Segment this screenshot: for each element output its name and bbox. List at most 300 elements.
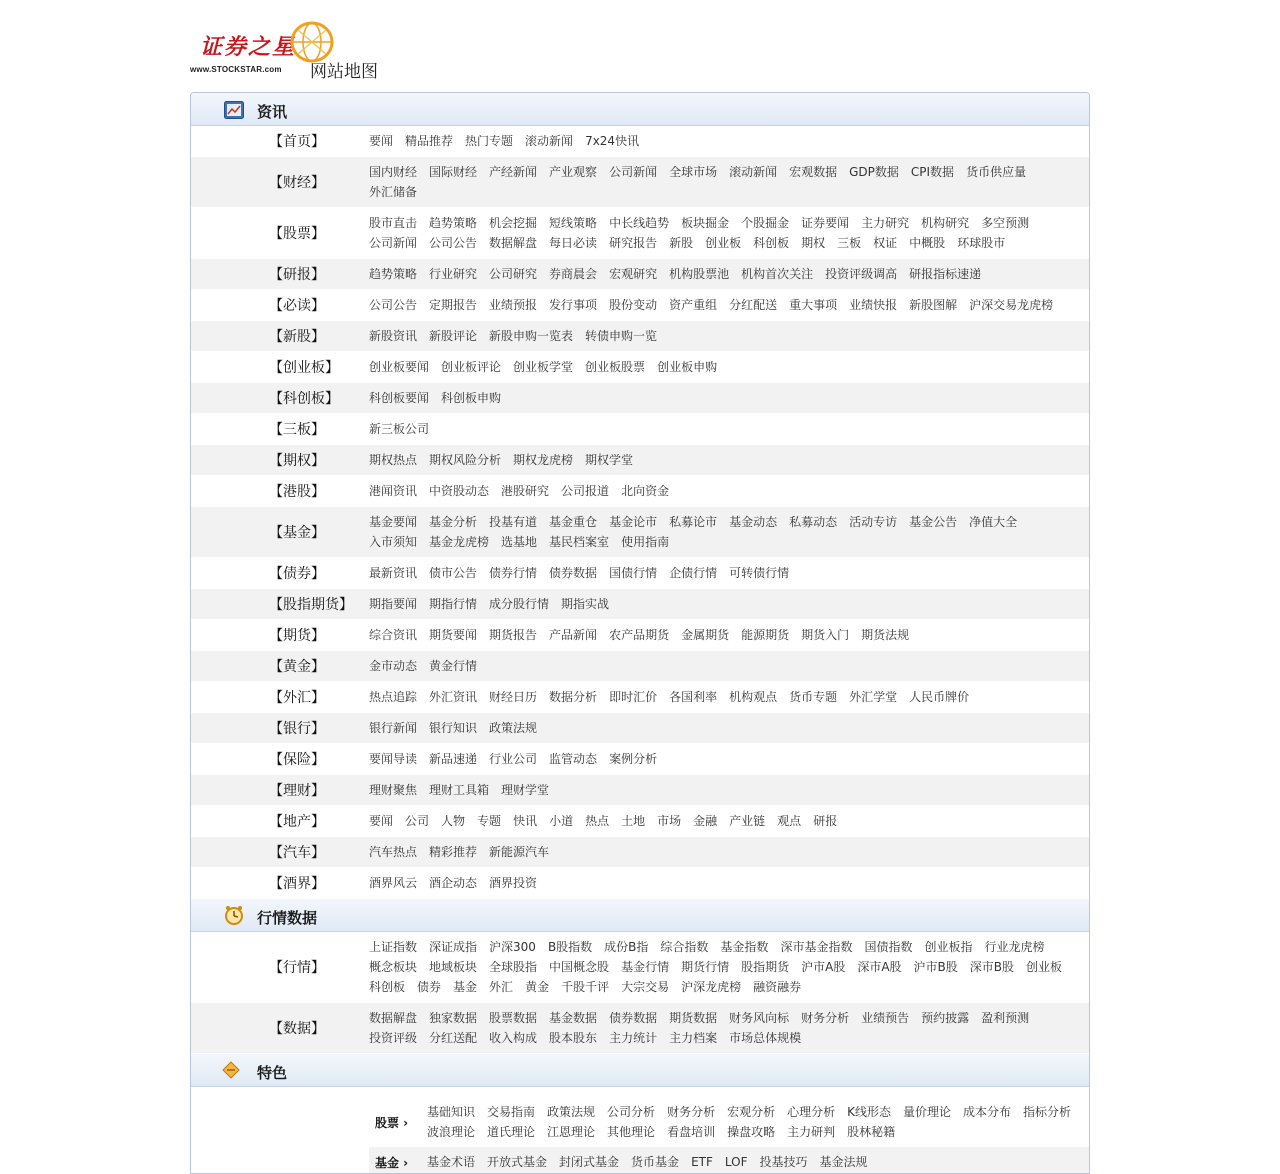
sitemap-link[interactable]: 分红配送 xyxy=(729,298,778,312)
sitemap-link[interactable]: 主力档案 xyxy=(669,1031,718,1045)
sitemap-row xyxy=(191,208,1089,259)
sitemap-row xyxy=(191,682,1089,713)
sitemap-row xyxy=(191,321,1089,352)
featured-link[interactable]: 道氏理论 xyxy=(487,1125,536,1139)
sitemap-link[interactable]: 成份B指 xyxy=(604,940,649,954)
sitemap-link[interactable]: 期权龙虎榜 xyxy=(513,453,574,467)
sitemap-row xyxy=(191,157,1089,208)
category-label: 【期货】 xyxy=(269,628,325,644)
category-label: 【新股】 xyxy=(269,329,325,345)
sitemap-link[interactable]: 基金 xyxy=(453,980,478,994)
sitemap-row xyxy=(191,414,1089,445)
featured-link[interactable]: 其他理论 xyxy=(607,1125,656,1139)
category-links xyxy=(369,620,1089,650)
sitemap-link[interactable]: 基金动态 xyxy=(729,515,778,529)
featured-link[interactable]: LOF xyxy=(724,1155,748,1169)
category-label: 【外汇】 xyxy=(269,690,325,706)
sitemap-link[interactable]: 外汇 xyxy=(489,980,514,994)
sitemap-link[interactable]: 三板 xyxy=(837,236,862,250)
sitemap-link[interactable]: 选基地 xyxy=(501,535,538,549)
featured-link[interactable]: 主力研判 xyxy=(787,1125,836,1139)
sitemap-link[interactable]: 要闻 xyxy=(369,134,394,148)
featured-link[interactable]: 操盘攻略 xyxy=(727,1125,776,1139)
category-label: 【财经】 xyxy=(269,175,325,191)
sitemap-link[interactable]: 新能源汽车 xyxy=(489,845,550,859)
sitemap-link[interactable]: 汽车热点 xyxy=(369,845,418,859)
featured-link[interactable]: 江恩理论 xyxy=(547,1125,596,1139)
sitemap-link[interactable]: 酒界风云 xyxy=(369,876,418,890)
sitemap-link[interactable]: 监管动态 xyxy=(549,752,598,766)
featured-link[interactable]: 交易指南 xyxy=(487,1105,536,1119)
sitemap-link[interactable]: 创业板 xyxy=(705,236,742,250)
sitemap-link[interactable]: 热点 xyxy=(585,814,610,828)
sitemap-link[interactable]: 货币供应量 xyxy=(966,165,1027,179)
sitemap-link[interactable]: 综合指数 xyxy=(660,940,709,954)
sitemap-link[interactable]: 北向资金 xyxy=(621,484,670,498)
sitemap-link[interactable]: 即时汇价 xyxy=(609,690,658,704)
sitemap-link[interactable]: 机构研究 xyxy=(921,216,970,230)
sitemap-link[interactable]: 外汇储备 xyxy=(369,185,418,199)
sitemap-link[interactable]: 研究报告 xyxy=(609,236,658,250)
sitemap-link[interactable]: 金属期货 xyxy=(681,628,730,642)
sitemap-link[interactable]: 入市须知 xyxy=(369,535,418,549)
category-links xyxy=(369,837,1089,867)
sitemap-link[interactable]: 环球股市 xyxy=(957,236,1006,250)
sitemap-link[interactable]: 新股 xyxy=(669,236,694,250)
sitemap-link[interactable]: 国际财经 xyxy=(429,165,478,179)
sitemap-link[interactable]: 中长线趋势 xyxy=(609,216,670,230)
sitemap-link[interactable]: 基金龙虎榜 xyxy=(429,535,490,549)
featured-link[interactable]: 基金法规 xyxy=(819,1155,868,1169)
sitemap-link[interactable]: 新股申购一览表 xyxy=(489,329,574,343)
sitemap-link[interactable]: 研报指标速递 xyxy=(909,267,982,281)
featured-category-label: 股票 › xyxy=(375,1115,409,1130)
sitemap-link[interactable]: 机会挖掘 xyxy=(489,216,538,230)
featured-link[interactable]: 看盘培训 xyxy=(667,1125,716,1139)
sitemap-link[interactable]: 案例分析 xyxy=(609,752,658,766)
featured-link[interactable]: 股林秘籍 xyxy=(847,1125,896,1139)
category-links xyxy=(369,259,1089,289)
sitemap-link[interactable]: 新品速递 xyxy=(429,752,478,766)
sitemap-link[interactable]: 基金重仓 xyxy=(549,515,598,529)
sitemap-link[interactable]: 行业龙虎榜 xyxy=(984,940,1045,954)
category-label: 【数据】 xyxy=(269,1021,325,1037)
sitemap-link[interactable]: 机构股票池 xyxy=(669,267,730,281)
sitemap-link[interactable]: 要闻导读 xyxy=(369,752,418,766)
sitemap-link[interactable]: 短线策略 xyxy=(549,216,598,230)
sitemap-link[interactable]: 港闻资讯 xyxy=(369,484,418,498)
featured-link[interactable]: 波浪理论 xyxy=(427,1125,476,1139)
category-links xyxy=(369,383,1089,413)
sitemap-row xyxy=(191,259,1089,290)
category-links xyxy=(369,352,1089,382)
sitemap-link[interactable]: 预约披露 xyxy=(921,1011,970,1025)
sitemap-link[interactable]: 公司研究 xyxy=(489,267,538,281)
sitemap-link[interactable]: 公司公告 xyxy=(369,298,418,312)
sitemap-link[interactable]: 全球市场 xyxy=(669,165,718,179)
sitemap-link[interactable]: 板块掘金 xyxy=(681,216,730,230)
sitemap-link[interactable]: 公司新闻 xyxy=(609,165,658,179)
sitemap-link[interactable]: 产业观察 xyxy=(549,165,598,179)
sitemap-link[interactable]: 新股图解 xyxy=(909,298,958,312)
sitemap-link[interactable]: 数据分析 xyxy=(549,690,598,704)
sitemap-link[interactable]: 理财聚焦 xyxy=(369,783,418,797)
sitemap-link[interactable]: 基金要闻 xyxy=(369,515,418,529)
sitemap-link[interactable]: 企债行情 xyxy=(669,566,718,580)
category-label: 【期权】 xyxy=(269,453,325,469)
featured-link[interactable]: 投基技巧 xyxy=(759,1155,808,1169)
sitemap-link[interactable]: 多空预测 xyxy=(981,216,1030,230)
sitemap-link[interactable]: 最新资讯 xyxy=(369,566,418,580)
featured-rows xyxy=(191,1087,1089,1174)
category-label: 【三板】 xyxy=(269,422,325,438)
sitemap-link[interactable]: 分红送配 xyxy=(429,1031,478,1045)
sitemap-link[interactable]: 股本股东 xyxy=(549,1031,598,1045)
sitemap-link[interactable]: 新股资讯 xyxy=(369,329,418,343)
sitemap-link[interactable]: 宏观研究 xyxy=(609,267,658,281)
sitemap-link[interactable]: 财务风向标 xyxy=(729,1011,790,1025)
sitemap-row xyxy=(191,476,1089,507)
sitemap-link[interactable]: 沪市A股 xyxy=(801,960,846,974)
sitemap-link[interactable]: 公司新闻 xyxy=(369,236,418,250)
sitemap-link[interactable]: 业绩预告 xyxy=(861,1011,910,1025)
sitemap-link[interactable]: 业绩快报 xyxy=(849,298,898,312)
sitemap-link[interactable]: 净值大全 xyxy=(969,515,1018,529)
sitemap-link[interactable]: 期货要闻 xyxy=(429,628,478,642)
sitemap-link[interactable]: 大宗交易 xyxy=(621,980,670,994)
sitemap-link[interactable]: 科创板 xyxy=(369,980,406,994)
sitemap-link[interactable]: 银行新闻 xyxy=(369,721,418,735)
sitemap-link[interactable]: 创业板 xyxy=(1026,960,1063,974)
sitemap-link[interactable]: 期货报告 xyxy=(489,628,538,642)
sitemap-link[interactable]: 重大事项 xyxy=(789,298,838,312)
sitemap-link[interactable]: 基金公告 xyxy=(909,515,958,529)
sitemap-link[interactable]: 创业板要闻 xyxy=(369,360,430,374)
sitemap-link[interactable]: 债券数据 xyxy=(609,1011,658,1025)
sitemap-row xyxy=(191,620,1089,651)
sitemap-link[interactable]: 精彩推荐 xyxy=(429,845,478,859)
sitemap-link[interactable]: 创业板指 xyxy=(924,940,973,954)
featured-link[interactable]: 心理分析 xyxy=(787,1105,836,1119)
sitemap-link[interactable]: 资产重组 xyxy=(669,298,718,312)
sitemap-link[interactable]: 行业研究 xyxy=(429,267,478,281)
sitemap-link[interactable]: 产经新闻 xyxy=(489,165,538,179)
sitemap-link[interactable]: 使用指南 xyxy=(621,535,670,549)
alarm-clock-icon xyxy=(224,905,244,925)
category-links xyxy=(369,682,1089,712)
sitemap-link[interactable]: 理财工具箱 xyxy=(429,783,490,797)
sitemap-link[interactable]: 基民档案室 xyxy=(549,535,610,549)
section-header-featured xyxy=(191,1054,1089,1087)
sitemap-link[interactable]: 要闻 xyxy=(369,814,394,828)
sitemap-link[interactable]: 权证 xyxy=(873,236,898,250)
sitemap-link[interactable]: 港股研究 xyxy=(501,484,550,498)
sitemap-link[interactable]: 机构首次关注 xyxy=(741,267,814,281)
sitemap-link[interactable]: 财务分析 xyxy=(801,1011,850,1025)
category-links xyxy=(369,414,1089,444)
sitemap-link[interactable]: 综合资讯 xyxy=(369,628,418,642)
sitemap-link[interactable]: 科创板 xyxy=(753,236,790,250)
featured-link[interactable]: 封闭式基金 xyxy=(559,1155,620,1169)
sitemap-link[interactable]: 产品新闻 xyxy=(549,628,598,642)
sitemap-link[interactable]: 观点 xyxy=(777,814,802,828)
sitemap-link[interactable]: 基金数据 xyxy=(549,1011,598,1025)
sitemap-link[interactable]: 酒界投资 xyxy=(489,876,538,890)
sitemap-link[interactable]: 沪市B股 xyxy=(913,960,958,974)
sitemap-link[interactable]: 数据解盘 xyxy=(369,1011,418,1025)
sitemap-link[interactable]: 沪深交易龙虎榜 xyxy=(969,298,1054,312)
sitemap-row xyxy=(191,837,1089,868)
featured-row xyxy=(369,1147,1089,1174)
section-header-news xyxy=(191,93,1089,126)
sitemap-link[interactable]: 融资融券 xyxy=(753,980,802,994)
sitemap-link[interactable]: 基金论市 xyxy=(609,515,658,529)
pencil-note-icon xyxy=(221,1060,241,1080)
sitemap-link[interactable]: 私募论市 xyxy=(669,515,718,529)
sitemap-link[interactable]: 成分股行情 xyxy=(489,597,550,611)
category-links xyxy=(369,775,1089,805)
sitemap-link[interactable]: 创业板评论 xyxy=(441,360,502,374)
category-label: 【股指期货】 xyxy=(269,597,353,613)
category-label: 【理财】 xyxy=(269,783,325,799)
sitemap-link[interactable]: 可转债行情 xyxy=(729,566,790,580)
sitemap-link[interactable]: 国债行情 xyxy=(609,566,658,580)
sitemap-link[interactable]: 专题 xyxy=(477,814,502,828)
sitemap-link[interactable]: 酒企动态 xyxy=(429,876,478,890)
sitemap-link[interactable]: 滚动新闻 xyxy=(729,165,778,179)
site-logo-text[interactable]: 证券之星 xyxy=(200,34,297,60)
sitemap-link[interactable]: 深证成指 xyxy=(429,940,478,954)
sitemap-link[interactable]: 期权风险分析 xyxy=(429,453,502,467)
sitemap-link[interactable]: 期权 xyxy=(801,236,826,250)
sitemap-link[interactable]: 期权学堂 xyxy=(585,453,634,467)
sitemap-link[interactable]: 创业板申购 xyxy=(657,360,718,374)
sitemap-link[interactable]: 活动专访 xyxy=(849,515,898,529)
category-links xyxy=(369,476,1089,506)
sitemap-link[interactable]: 个股掘金 xyxy=(741,216,790,230)
sitemap-link[interactable]: 金市动态 xyxy=(369,659,418,673)
sitemap-link[interactable]: 地域板块 xyxy=(429,960,478,974)
sitemap-link[interactable]: 股票数据 xyxy=(489,1011,538,1025)
sitemap-link[interactable]: 能源期货 xyxy=(741,628,790,642)
sitemap-row xyxy=(191,932,1089,1003)
sitemap-link[interactable]: 转债申购一览 xyxy=(585,329,658,343)
sitemap-link[interactable]: 沪深300 xyxy=(489,940,536,954)
sitemap-link[interactable]: 证券要闻 xyxy=(801,216,850,230)
featured-category-label: 基金 › xyxy=(375,1155,409,1170)
sitemap-row xyxy=(191,589,1089,620)
sitemap-link[interactable]: 趋势策略 xyxy=(429,216,478,230)
category-links xyxy=(369,806,1089,836)
sitemap-link[interactable]: 深市A股 xyxy=(857,960,902,974)
sitemap-link[interactable]: 土地 xyxy=(621,814,646,828)
category-links xyxy=(369,445,1089,475)
sitemap-link[interactable]: 券商晨会 xyxy=(549,267,598,281)
featured-link[interactable]: 指标分析 xyxy=(1023,1105,1072,1119)
sitemap-link[interactable]: 债券行情 xyxy=(489,566,538,580)
sitemap-link[interactable]: 滚动新闻 xyxy=(525,134,574,148)
sitemap-link[interactable]: 快讯 xyxy=(513,814,538,828)
sitemap-link[interactable]: 市场总体规模 xyxy=(729,1031,802,1045)
sitemap-link[interactable]: 中资股动态 xyxy=(429,484,490,498)
sitemap-link[interactable]: 7x24快讯 xyxy=(585,134,640,148)
category-links xyxy=(369,589,1089,619)
sitemap-link[interactable]: 宏观数据 xyxy=(789,165,838,179)
category-label: 【科创板】 xyxy=(269,391,339,407)
featured-link[interactable]: 财务分析 xyxy=(667,1105,716,1119)
sitemap-link[interactable]: 主力研究 xyxy=(861,216,910,230)
sitemap-link[interactable]: 深市B股 xyxy=(969,960,1015,974)
sitemap-link[interactable]: 发行事项 xyxy=(549,298,598,312)
sitemap-link[interactable]: 政策法规 xyxy=(489,721,538,735)
sitemap-link[interactable]: 机构观点 xyxy=(729,690,778,704)
sitemap-link[interactable]: 创业板学堂 xyxy=(513,360,574,374)
sitemap-link[interactable]: 期权热点 xyxy=(369,453,418,467)
featured-link[interactable]: 政策法规 xyxy=(547,1105,596,1119)
sitemap-link[interactable]: 沪深龙虎榜 xyxy=(681,980,742,994)
category-label: 【首页】 xyxy=(269,134,325,150)
sitemap-link[interactable]: 国内财经 xyxy=(369,165,418,179)
sitemap-link[interactable]: 基金分析 xyxy=(429,515,478,529)
sitemap-link[interactable]: 期货入门 xyxy=(801,628,850,642)
sitemap-link[interactable]: 期货法规 xyxy=(861,628,910,642)
sitemap-link[interactable]: 科创板申购 xyxy=(441,391,502,405)
sitemap-link[interactable]: 期货数据 xyxy=(669,1011,718,1025)
sitemap-link[interactable]: 公司报道 xyxy=(561,484,610,498)
sitemap-link[interactable]: 公司 xyxy=(405,814,430,828)
sitemap-link[interactable]: 业绩预报 xyxy=(489,298,538,312)
sitemap-link[interactable]: 私募动态 xyxy=(789,515,838,529)
sitemap-link[interactable]: 股指期货 xyxy=(741,960,790,974)
featured-link[interactable]: 开放式基金 xyxy=(487,1155,548,1169)
sitemap-link[interactable]: 期货行情 xyxy=(681,960,730,974)
sitemap-link[interactable]: 小道 xyxy=(549,814,574,828)
sitemap-link[interactable]: 各国利率 xyxy=(669,690,718,704)
sitemap-link[interactable]: 中国概念股 xyxy=(549,960,610,974)
sitemap-link[interactable]: 千股千评 xyxy=(561,980,610,994)
sitemap-link[interactable]: 独家数据 xyxy=(429,1011,478,1025)
featured-link[interactable]: ETF xyxy=(691,1155,713,1169)
category-links xyxy=(369,507,1089,557)
sitemap-link[interactable]: CPI数据 xyxy=(910,165,955,179)
sitemap-link[interactable]: 趋势策略 xyxy=(369,267,418,281)
category-links xyxy=(369,1003,1089,1053)
sitemap-link[interactable]: 人物 xyxy=(441,814,466,828)
sitemap-link[interactable]: 研报 xyxy=(813,814,838,828)
sitemap-link[interactable]: 基金行情 xyxy=(621,960,670,974)
sitemap-link[interactable]: 投基有道 xyxy=(489,515,538,529)
category-links xyxy=(369,208,1089,258)
category-links xyxy=(369,290,1089,320)
sitemap-link[interactable]: 债券数据 xyxy=(549,566,598,580)
sitemap-row xyxy=(191,1003,1089,1054)
featured-link[interactable]: 基金术语 xyxy=(427,1155,476,1169)
section-title-featured: 特色 xyxy=(257,1064,288,1082)
sitemap-link[interactable]: 收入构成 xyxy=(489,1031,538,1045)
sitemap-link[interactable]: 新三板公司 xyxy=(369,422,430,436)
sitemap-link[interactable]: 创业板股票 xyxy=(585,360,646,374)
featured-link[interactable]: K线形态 xyxy=(847,1105,891,1119)
sitemap-link[interactable]: 产业链 xyxy=(729,814,766,828)
sitemap-link[interactable]: 新股评论 xyxy=(429,329,478,343)
sitemap-link[interactable]: 期指要闻 xyxy=(369,597,418,611)
sitemap-link[interactable]: B股指数 xyxy=(547,940,593,954)
sitemap-link[interactable]: 上证指数 xyxy=(369,940,418,954)
sitemap-link[interactable]: 概念板块 xyxy=(369,960,418,974)
sitemap-link[interactable]: 货币专题 xyxy=(789,690,838,704)
sitemap-link[interactable]: 数据解盘 xyxy=(489,236,538,250)
sitemap-link[interactable]: 外汇资讯 xyxy=(429,690,478,704)
sitemap-link[interactable]: 全球股指 xyxy=(489,960,538,974)
sitemap-link[interactable]: 期指实战 xyxy=(561,597,610,611)
sitemap-link[interactable]: 行业公司 xyxy=(489,752,538,766)
sitemap-link[interactable]: 外汇学堂 xyxy=(849,690,898,704)
sitemap-link[interactable]: 金融 xyxy=(693,814,718,828)
sitemap-link[interactable]: 理财学堂 xyxy=(501,783,550,797)
sitemap-link[interactable]: 科创板要闻 xyxy=(369,391,430,405)
sitemap-link[interactable]: 股份变动 xyxy=(609,298,658,312)
sitemap-link[interactable]: 中概股 xyxy=(909,236,946,250)
sitemap-link[interactable]: 债市公告 xyxy=(429,566,478,580)
featured-links xyxy=(427,1097,1089,1147)
featured-link[interactable]: 量价理论 xyxy=(902,1105,951,1119)
sitemap-row xyxy=(191,558,1089,589)
sitemap-link[interactable]: 期指行情 xyxy=(429,597,478,611)
sitemap-link[interactable]: 每日必读 xyxy=(549,236,598,250)
sitemap-link[interactable]: 主力统计 xyxy=(609,1031,658,1045)
sitemap-row xyxy=(191,651,1089,682)
category-label: 【港股】 xyxy=(269,484,325,500)
featured-row xyxy=(369,1097,1089,1147)
sitemap-link[interactable]: 公司公告 xyxy=(429,236,478,250)
featured-link[interactable]: 成本分布 xyxy=(963,1105,1012,1119)
featured-link[interactable]: 宏观分析 xyxy=(727,1105,776,1119)
category-label: 【汽车】 xyxy=(269,845,325,861)
sitemap-link[interactable]: 银行知识 xyxy=(429,721,478,735)
section-title-news: 资讯 xyxy=(257,103,288,121)
featured-link[interactable]: 公司分析 xyxy=(607,1105,656,1119)
category-links xyxy=(369,558,1089,588)
sitemap-link[interactable]: 盈利预测 xyxy=(981,1011,1030,1025)
site-header xyxy=(190,0,1090,92)
featured-link[interactable]: 货币基金 xyxy=(631,1155,680,1169)
sitemap-link[interactable]: GDP数据 xyxy=(849,165,899,179)
sitemap-link[interactable]: 投资评级调高 xyxy=(825,267,898,281)
sitemap-link[interactable]: 黄金行情 xyxy=(429,659,478,673)
sitemap-link[interactable]: 国债指数 xyxy=(864,940,913,954)
sitemap-link[interactable]: 农产品期货 xyxy=(609,628,670,642)
sitemap-link[interactable]: 市场 xyxy=(657,814,682,828)
sitemap-link[interactable]: 投资评级 xyxy=(369,1031,418,1045)
sitemap-link[interactable]: 人民币牌价 xyxy=(909,690,970,704)
sitemap-link[interactable]: 债券 xyxy=(417,980,442,994)
sitemap-link[interactable]: 精品推荐 xyxy=(405,134,454,148)
sitemap-link[interactable]: 基金指数 xyxy=(720,940,769,954)
sitemap-row xyxy=(191,445,1089,476)
section-title-market: 行情数据 xyxy=(257,909,318,927)
sitemap-link[interactable]: 热点追踪 xyxy=(369,690,418,704)
featured-link[interactable]: 基础知识 xyxy=(427,1105,476,1119)
sitemap-link[interactable]: 深市基金指数 xyxy=(780,940,853,954)
sitemap-link[interactable]: 定期报告 xyxy=(429,298,478,312)
sitemap-link[interactable]: 财经日历 xyxy=(489,690,538,704)
news-chart-icon xyxy=(224,101,244,119)
sitemap-link[interactable]: 黄金 xyxy=(525,980,550,994)
sitemap-link[interactable]: 股市直击 xyxy=(369,216,418,230)
sitemap-row xyxy=(191,507,1089,558)
category-label: 【黄金】 xyxy=(269,659,325,675)
sitemap-link[interactable]: 热门专题 xyxy=(465,134,514,148)
